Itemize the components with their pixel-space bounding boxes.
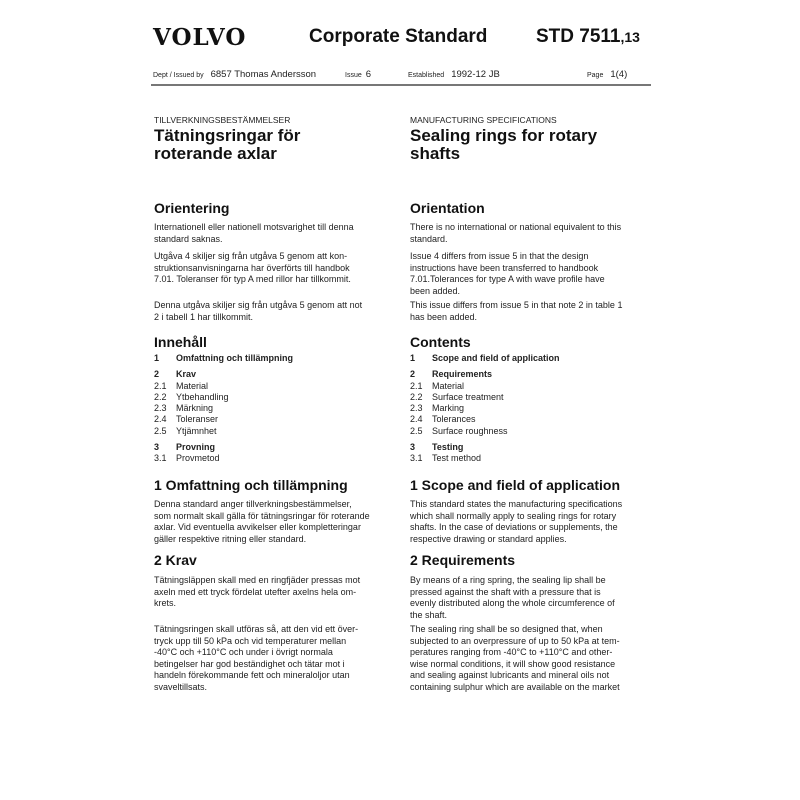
left-toc bbox=[154, 353, 293, 465]
toc-item-number: 2.4 bbox=[410, 414, 423, 425]
right-title-line2: shafts bbox=[410, 144, 461, 163]
left-orientation-p1: Internationell eller nationell motsvarighet till denna standard saknas. bbox=[154, 222, 354, 244]
right-s1-heading: 1 Scope and field of application bbox=[410, 477, 621, 493]
toc-item-label: Test method bbox=[432, 453, 482, 464]
toc-item-label: Ytbehandling bbox=[176, 391, 229, 402]
right-orientation-p1: There is no international or national equivalent to this standard. bbox=[410, 222, 622, 244]
established-label: Established bbox=[408, 72, 445, 79]
toc-item-number: 2.4 bbox=[154, 414, 167, 425]
toc-item bbox=[410, 426, 560, 437]
toc-item-label: Material bbox=[176, 380, 209, 391]
document-type: Corporate Standard bbox=[309, 26, 488, 47]
issue-label: Issue bbox=[345, 72, 362, 79]
right-toc bbox=[410, 353, 560, 465]
left-orientation-p3: Denna utgåva skiljer sig från utgåva 5 genom att not 2 i tabell 1 har tillkommit. bbox=[154, 300, 363, 322]
established-field bbox=[408, 69, 500, 80]
page-label: Page bbox=[587, 72, 604, 79]
right-orientation-p3: This issue differs from issue 5 in that note 2 in table 1 has been added. bbox=[410, 300, 623, 322]
toc-item-number: 2.1 bbox=[410, 380, 423, 391]
toc-item-number: 2.5 bbox=[410, 425, 423, 436]
dept-value: 6857 Thomas Andersson bbox=[210, 69, 317, 80]
right-s2-paragraph2: The sealing ring shall be so designed that, when subjected to an overpressure of up to 50 kPa at tem- peratures ranging from -40°C to +110°C and other- wise normal conditions, it will show good resistance and sealing against lubricants and mineral oils not containing sulphur which are available on the market bbox=[410, 624, 620, 692]
toc-item bbox=[410, 381, 560, 392]
issue-field bbox=[345, 69, 371, 80]
standard-number-suffix: ,13 bbox=[620, 29, 640, 45]
right-kicker: MANUFACTURING SPECIFICATIONS bbox=[410, 115, 557, 125]
toc-item bbox=[154, 426, 293, 437]
left-title-line1: Tätningsringar för bbox=[154, 126, 301, 145]
toc-item-number: 2.5 bbox=[154, 425, 167, 436]
toc-item-label: Provning bbox=[176, 442, 216, 453]
toc-item-label: Testing bbox=[432, 442, 464, 453]
right-contents-heading: Contents bbox=[410, 334, 471, 350]
toc-item-label: Märkning bbox=[176, 403, 214, 414]
toc-item-number: 3 bbox=[410, 442, 416, 453]
left-s2-heading: 2 Krav bbox=[154, 552, 197, 568]
toc-item bbox=[154, 453, 293, 464]
toc-item-number: 3.1 bbox=[410, 453, 423, 464]
toc-item-number: 2 bbox=[154, 369, 160, 380]
toc-item-number: 3 bbox=[154, 442, 160, 453]
toc-item bbox=[154, 381, 293, 392]
toc-item-number: 2.3 bbox=[410, 403, 423, 414]
toc-item bbox=[410, 442, 560, 453]
volvo-logo: VOLVO bbox=[153, 24, 247, 51]
right-orientation-p2: Issue 4 differs from issue 5 in that the design instructions have been transferred to handbook 7.01.Tolerances for type A with wave profile have been added. bbox=[410, 251, 605, 296]
toc-item bbox=[410, 414, 560, 425]
toc-item-label: Ytjämnhet bbox=[176, 425, 217, 436]
toc-item-number: 3.1 bbox=[154, 453, 167, 464]
toc-item-number: 1 bbox=[154, 353, 160, 363]
left-s2-paragraph1: Tätningsläppen skall med en ringfjäder pressas mot axeln med ett tryck fördelat utefter axelns hela om- krets. bbox=[154, 575, 361, 608]
left-title bbox=[154, 127, 300, 163]
right-s1-paragraph: This standard states the manufacturing specifications which shall normally apply to sealing rings for rotary shafts. In the case of deviations or supplements, the respective drawing or standard applies. bbox=[410, 499, 623, 544]
page-value: 1(4) bbox=[610, 69, 628, 80]
left-kicker: TILLVERKNINGSBESTÄMMELSER bbox=[154, 115, 291, 125]
toc-item bbox=[154, 369, 293, 380]
toc-item bbox=[410, 403, 560, 414]
left-contents-heading: Innehåll bbox=[154, 334, 207, 350]
left-s2-paragraph2: Tätningsringen skall utföras så, att den vid ett över- tryck upp till 50 kPa och vid temperaturer mellan -40°C och +110°C och under i övrigt normala betingelser har god beständighet och tätar mot i handeln förekommande fett och mineraloljor utan svaveltillsats. bbox=[154, 624, 359, 692]
toc-item-label: Provmetod bbox=[176, 453, 220, 464]
right-s2-heading: 2 Requirements bbox=[410, 552, 516, 568]
toc-item-label: Scope and field of application bbox=[432, 353, 560, 363]
established-value: 1992-12 JB bbox=[451, 69, 500, 80]
toc-item bbox=[154, 414, 293, 425]
left-orientation-p2: Utgåva 4 skiljer sig från utgåva 5 genom att kon- struktionsanvisningarna har överförts till handbok 7.01. Toleranser för typ A med rillor har tillkommit. bbox=[154, 251, 351, 284]
toc-item-label: Toleranser bbox=[176, 414, 219, 425]
toc-item bbox=[410, 392, 560, 403]
toc-item-label: Requirements bbox=[432, 369, 493, 380]
toc-item bbox=[154, 403, 293, 414]
toc-item-label: Omfattning och tillämpning bbox=[176, 353, 293, 363]
standard-number-main: STD 7511 bbox=[536, 26, 621, 47]
toc-item-label: Marking bbox=[432, 403, 465, 414]
toc-item bbox=[410, 453, 560, 464]
toc-item-number: 2.2 bbox=[154, 391, 167, 402]
toc-item-label: Material bbox=[432, 380, 465, 391]
left-title-line2: roterande axlar bbox=[154, 144, 277, 163]
right-s2-paragraph1: By means of a ring spring, the sealing lip shall be pressed against the shaft with a pressure that is evenly distributed along the whole circumference of the shaft. bbox=[410, 575, 615, 620]
right-title-line1: Sealing rings for rotary bbox=[410, 126, 598, 145]
toc-item-label: Krav bbox=[176, 369, 197, 380]
dept-field bbox=[153, 69, 316, 80]
right-title bbox=[410, 127, 597, 163]
toc-item-number: 2.1 bbox=[154, 380, 167, 391]
issue-value: 6 bbox=[365, 69, 372, 80]
toc-item-label: Tolerances bbox=[432, 414, 476, 425]
left-s1-heading: 1 Omfattning och tillämpning bbox=[154, 477, 348, 493]
dept-label: Dept / Issued by bbox=[153, 72, 204, 79]
standard-number bbox=[536, 26, 640, 48]
toc-item-label: Surface roughness bbox=[432, 425, 508, 436]
toc-item-label: Surface treatment bbox=[432, 391, 504, 402]
toc-item bbox=[154, 392, 293, 403]
toc-item-number: 2.3 bbox=[154, 403, 167, 414]
toc-item-number: 2 bbox=[410, 369, 416, 380]
page-field bbox=[587, 69, 627, 80]
left-orientation-heading: Orientering bbox=[154, 200, 230, 216]
left-s1-paragraph: Denna standard anger tillverkningsbestämmelser, som normalt skall gälla för tätningsringar för roterande axlar. Vid eventuella avvikelser eller kompletteringar gäller respektive ritning eller standard. bbox=[154, 499, 370, 544]
toc-item bbox=[410, 353, 560, 364]
toc-item bbox=[410, 369, 560, 380]
toc-item bbox=[154, 442, 293, 453]
header-divider bbox=[151, 84, 651, 86]
toc-item bbox=[154, 353, 293, 364]
toc-item-number: 2.2 bbox=[410, 391, 423, 402]
toc-item-number: 1 bbox=[410, 353, 416, 363]
right-orientation-heading: Orientation bbox=[410, 200, 485, 216]
